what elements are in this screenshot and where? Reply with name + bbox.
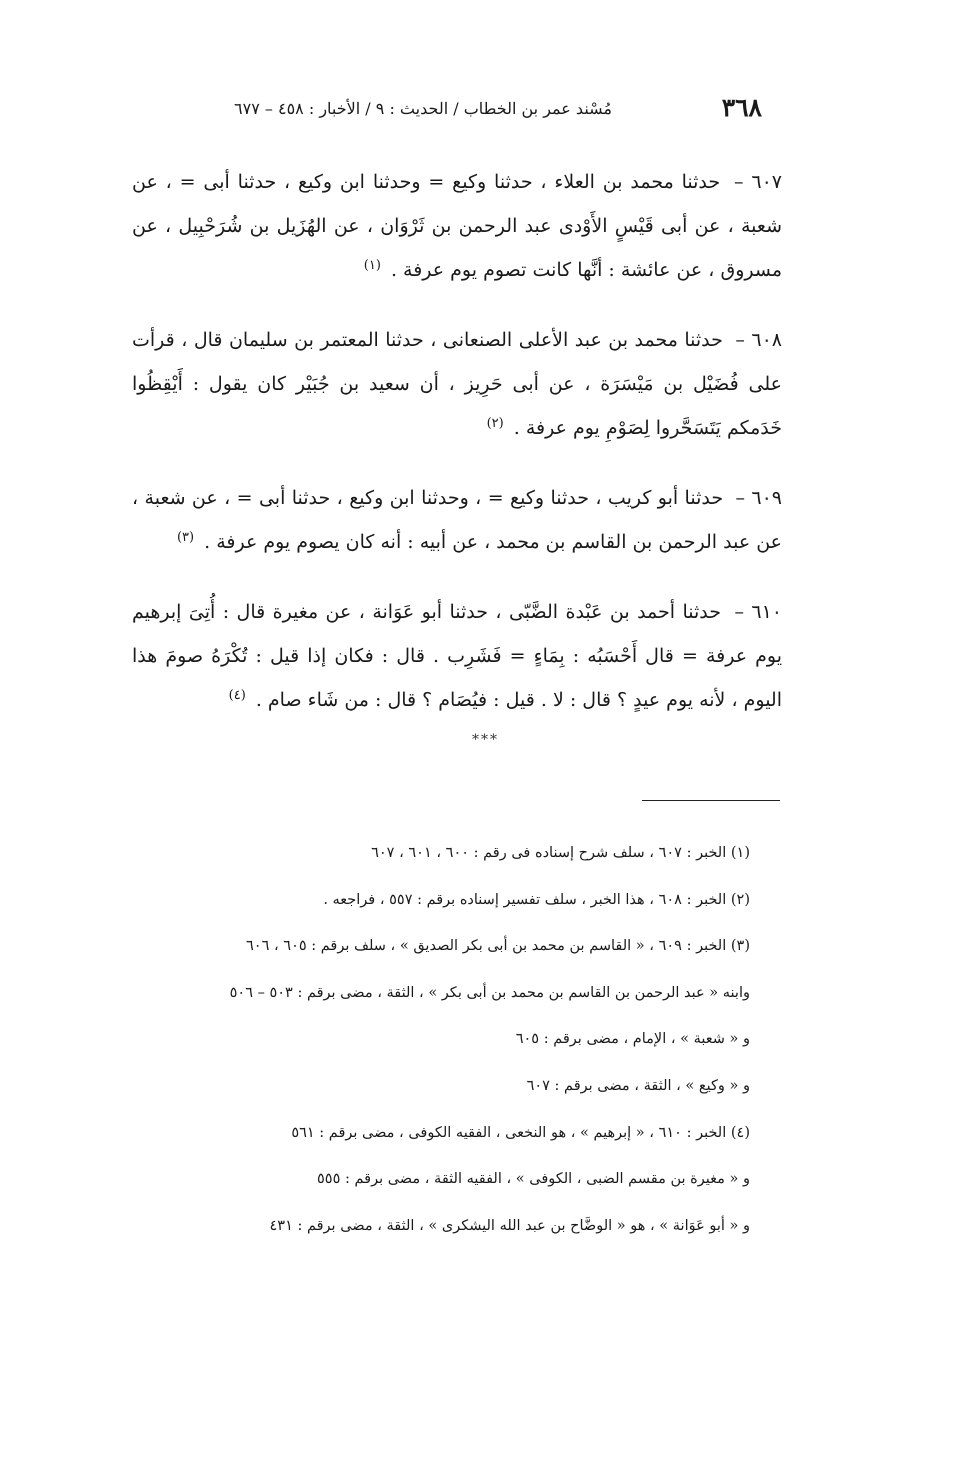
footnote-line: (١) الخبر : ٦٠٧ ، سلف شرح إسناده فى رقم : ٦٠٠ ، ٦٠١ ، ٦٠٧ [371,845,750,861]
hadith-609 [132,476,782,564]
footnote-reference: (٤) [228,687,246,703]
footnote-line: و « شعبة » ، الإمام ، مضى برقم : ٦٠٥ [515,1031,750,1048]
footnote-line: (٤) الخبر : ٦١٠ ، « إبرهيم » ، هو النخعى ، الفقيه الكوفى ، مضى برقم : ٥٦١ [291,1124,750,1141]
hadith-number: ٦١٠ – [734,601,782,623]
footnotes [140,830,750,1249]
section-separator: *** [472,732,499,748]
footnote-line: (٢) الخبر : ٦٠٨ ، هذا الخبر ، سلف تفسير إسناده برقم : ٥٥٧ ، فراجعه . [323,891,750,908]
hadith-607 [132,160,782,292]
hadith-text: حدثنا محمد بن العلاء ، حدثنا وكيع = وحدثنا ابن وكيع ، حدثنا أبى = ، عن شعبة ، عن أبى قَيْسٍ الأَوْدى عبد الرحمن بن ثَرْوَان ، عن الهُزَيل بن شُرَحْبِيل ، عن مسروق ، عن عائشة : أنَّها كانت تصوم يوم عرفة . [132,171,782,281]
hadith-number: ٦٠٧ – [734,171,782,193]
footnote-line: و « أبو عَوَانة » ، هو « الوضَّاح بن عبد الله اليشكرى » ، الثقة ، مضى برقم : ٤٣١ [269,1217,750,1234]
footnote-reference: (١) [363,257,381,273]
hadith-text: حدثنا أحمد بن عَبْدة الضَّبّى ، حدثنا أبو عَوَانة ، عن مغيرة قال : أُتِىَ إبرهيم يوم عرفة = قال أَحْسَبُه : بِمَاءٍ = فَشَرِب . قال : فكان إذا قيل : تُكْرَهُ صومَ هذا اليوم ، لأنه يوم عيدٍ ؟ قال : لا . قيل : فيُصَام ؟ قال : من شَاء صام . [132,601,782,711]
footnote-line: و « مغيرة بن مقسم الضبى ، الكوفى » ، الفقيه الثقة ، مضى برقم : ٥٥٥ [317,1171,750,1188]
hadith-number: ٦٠٨ – [735,329,782,351]
hadith-number: ٦٠٩ – [735,487,783,509]
hadith-608 [132,318,782,450]
page-number: ٣٦٨ [721,93,762,122]
running-title: مُسْند عمر بن الخطاب / الحديث : ٩ / الأخبار : ٤٥٨ – ٦٧٧ [234,99,612,118]
footnote-reference: (٣) [176,529,195,545]
main-text [132,160,782,748]
footnote-divider [642,800,780,801]
footnote-line: (٣) الخبر : ٦٠٩ ، « القاسم بن محمد بن أبى بكر الصديق » ، سلف برقم : ٦٠٥ ، ٦٠٦ [246,938,750,955]
footnote-reference: (٢) [486,415,504,431]
hadith-text: حدثنا أبو كريب ، حدثنا وكيع = ، وحدثنا ابن وكيع ، حدثنا أبى = ، عن شعبة ، عن عبد الرحمن بن القاسم بن محمد ، عن أبيه : أنه كان يصوم يوم عرفة . [132,487,782,553]
footnote-line: وابنه « عبد الرحمن بن القاسم بن محمد بن أبى بكر » ، الثقة ، مضى برقم : ٥٠٣ – ٥٠٦ [229,984,750,1001]
footnote-line: و « وكيع » ، الثقة ، مضى برقم : ٦٠٧ [526,1077,750,1094]
hadith-text: حدثنا محمد بن عبد الأعلى الصنعانى ، حدثنا المعتمر بن سليمان قال ، قرأت على فُضَيْل بن مَيْسَرَة ، عن أبى حَرِيز ، أن سعيد بن جُبَيْر كان يقول : أَيْقِظُوا خَدَمكم يَتَسَحَّروا لِصَوْمِ يوم عرفة . [132,329,782,439]
hadith-610 [132,590,782,722]
page-header [200,92,762,126]
